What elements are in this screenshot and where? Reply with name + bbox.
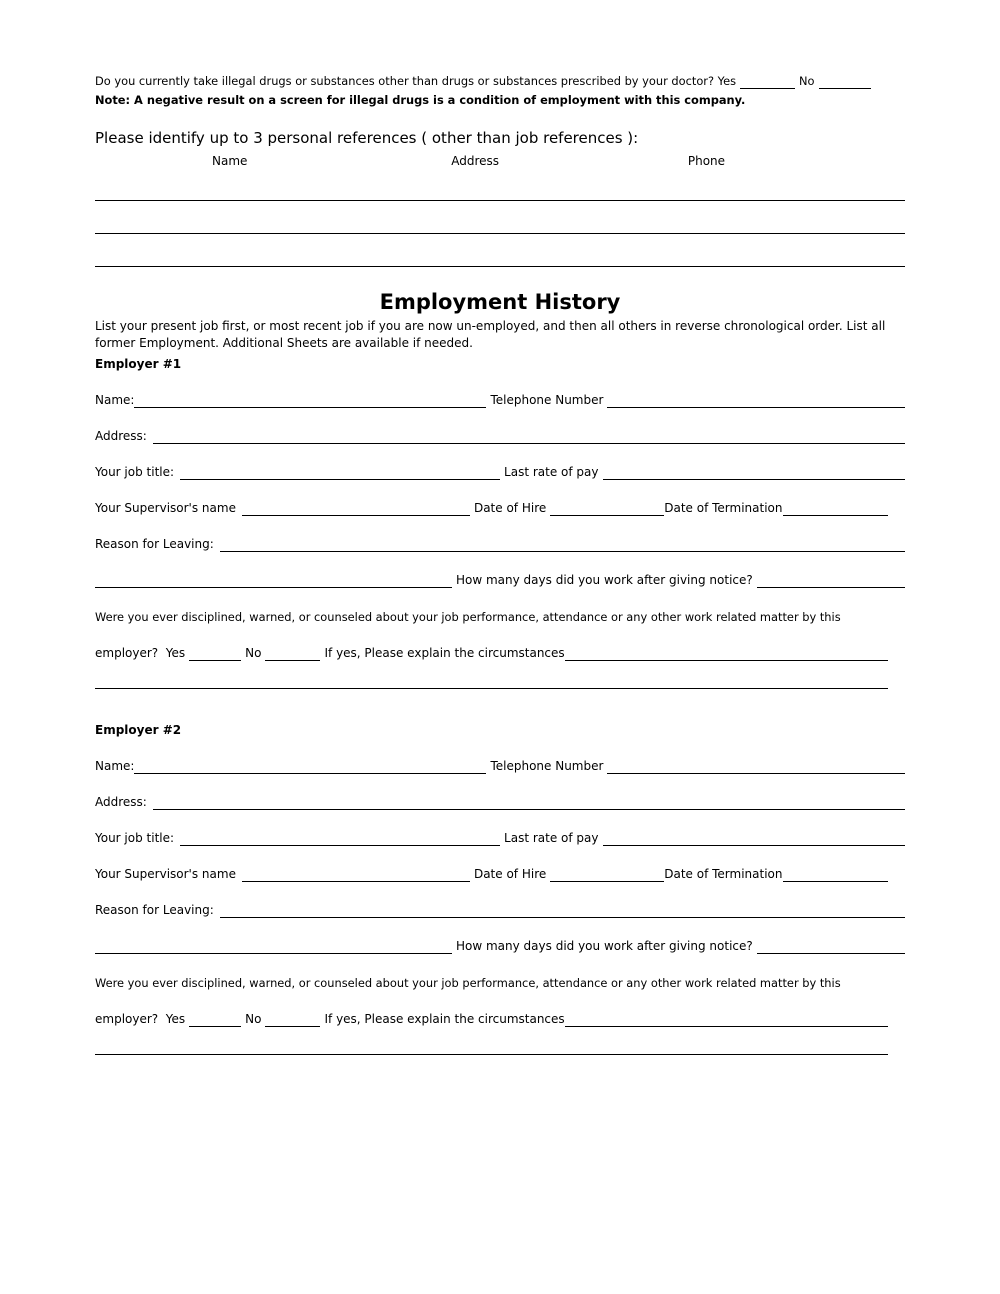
job-title-label: Your job title: [95, 465, 175, 479]
address-label: Address: [95, 795, 147, 809]
date-of-termination-label: Date of Termination [664, 867, 783, 881]
job-title-label: Your job title: [95, 831, 175, 845]
notice-blank[interactable] [757, 939, 905, 954]
circumstances-blank[interactable] [565, 1012, 888, 1027]
name-blank[interactable] [134, 393, 486, 408]
employer-1-discipline-question: Were you ever disciplined, warned, or counseled about your job performance, attendance or any other work related matter by this [95, 610, 841, 624]
employer-1-jobtitle-row [95, 464, 905, 480]
employer-2-supervisor-row [95, 866, 905, 882]
employer-1-supervisor-row [95, 500, 905, 516]
reference-blank-2[interactable] [95, 233, 905, 234]
drug-question-label: Do you currently take illegal drugs or substances other than drugs or substances prescribed by your doctor? Yes [95, 74, 737, 88]
date-of-termination-blank[interactable] [783, 867, 889, 882]
employer-1-address-row [95, 428, 905, 444]
employer-2-heading: Employer #2 [95, 723, 182, 737]
notice-question-label: How many days did you work after giving notice? [456, 573, 753, 587]
name-label: Name: [95, 393, 135, 407]
date-of-hire-label: Date of Hire [473, 501, 547, 515]
date-of-hire-blank[interactable] [550, 867, 664, 882]
employer-2-address-row [95, 794, 905, 810]
employment-history-title: Employment History [379, 290, 621, 314]
supervisor-label: Your Supervisor's name [95, 867, 236, 881]
employer-2-discipline-answer-row [95, 1011, 905, 1027]
reason-blank[interactable] [220, 903, 905, 918]
discipline-no-label: No [245, 1012, 262, 1026]
employer-yes-label: employer? Yes [95, 646, 186, 660]
discipline-yes-blank[interactable] [189, 646, 241, 661]
last-rate-blank[interactable] [603, 465, 906, 480]
employment-history-instructions: List your present job first, or most recent job if you are now un-employed, and then all others in reverse chronological order. List all former Employment. Additional Sheets are available if needed. [95, 319, 886, 350]
circumstances-extra-blank[interactable] [95, 688, 888, 689]
reference-blank-1[interactable] [95, 200, 905, 201]
if-yes-label: If yes, Please explain the circumstances [324, 1012, 565, 1026]
employer-2-jobtitle-row [95, 830, 905, 846]
discipline-no-label: No [245, 646, 262, 660]
notice-extra-blank[interactable] [95, 573, 452, 588]
address-blank[interactable] [153, 795, 905, 810]
circumstances-extra-blank[interactable] [95, 1054, 888, 1055]
drug-note: Note: A negative result on a screen for illegal drugs is a condition of employment with this company. [95, 93, 746, 107]
last-rate-label: Last rate of pay [504, 831, 599, 845]
drug-question-row [95, 73, 905, 89]
references-col-name: Name [212, 154, 248, 168]
employer-1-reason-row [95, 536, 905, 552]
employer-2-discipline-question: Were you ever disciplined, warned, or counseled about your job performance, attendance or any other work related matter by this [95, 976, 841, 990]
employer-2-notice-row [95, 938, 905, 954]
employer-yes-label: employer? Yes [95, 1012, 186, 1026]
notice-question-label: How many days did you work after giving notice? [456, 939, 753, 953]
reason-label: Reason for Leaving: [95, 537, 214, 551]
date-of-hire-label: Date of Hire [473, 867, 547, 881]
supervisor-blank[interactable] [242, 867, 470, 882]
telephone-blank[interactable] [607, 759, 905, 774]
last-rate-blank[interactable] [603, 831, 906, 846]
references-header-row [95, 153, 905, 169]
name-label: Name: [95, 759, 135, 773]
employer-1-name-row [95, 392, 905, 408]
last-rate-label: Last rate of pay [504, 465, 599, 479]
employer-1-notice-row [95, 572, 905, 588]
supervisor-label: Your Supervisor's name [95, 501, 236, 515]
employer-2-name-row [95, 758, 905, 774]
date-of-termination-blank[interactable] [783, 501, 889, 516]
discipline-no-blank[interactable] [265, 1012, 320, 1027]
telephone-blank[interactable] [607, 393, 905, 408]
telephone-label: Telephone Number [490, 393, 604, 407]
discipline-no-blank[interactable] [265, 646, 320, 661]
references-intro: Please identify up to 3 personal references ( other than job references ): [95, 129, 639, 147]
supervisor-blank[interactable] [242, 501, 470, 516]
address-blank[interactable] [153, 429, 905, 444]
reason-label: Reason for Leaving: [95, 903, 214, 917]
notice-extra-blank[interactable] [95, 939, 452, 954]
discipline-yes-blank[interactable] [189, 1012, 241, 1027]
circumstances-blank[interactable] [565, 646, 888, 661]
references-col-address: Address [451, 154, 500, 168]
notice-blank[interactable] [757, 573, 905, 588]
drug-no-blank[interactable] [819, 74, 871, 89]
references-col-phone: Phone [687, 154, 726, 168]
telephone-label: Telephone Number [490, 759, 604, 773]
if-yes-label: If yes, Please explain the circumstances [324, 646, 565, 660]
name-blank[interactable] [134, 759, 486, 774]
employer-1-discipline-answer-row [95, 645, 905, 661]
date-of-hire-blank[interactable] [550, 501, 664, 516]
drug-yes-blank[interactable] [740, 74, 795, 89]
address-label: Address: [95, 429, 147, 443]
employer-2-reason-row [95, 902, 905, 918]
reference-blank-3[interactable] [95, 266, 905, 267]
date-of-termination-label: Date of Termination [664, 501, 783, 515]
job-title-blank[interactable] [180, 831, 500, 846]
employer-1-heading: Employer #1 [95, 357, 182, 371]
job-title-blank[interactable] [180, 465, 500, 480]
drug-no-label: No [799, 74, 815, 88]
reason-blank[interactable] [220, 537, 905, 552]
